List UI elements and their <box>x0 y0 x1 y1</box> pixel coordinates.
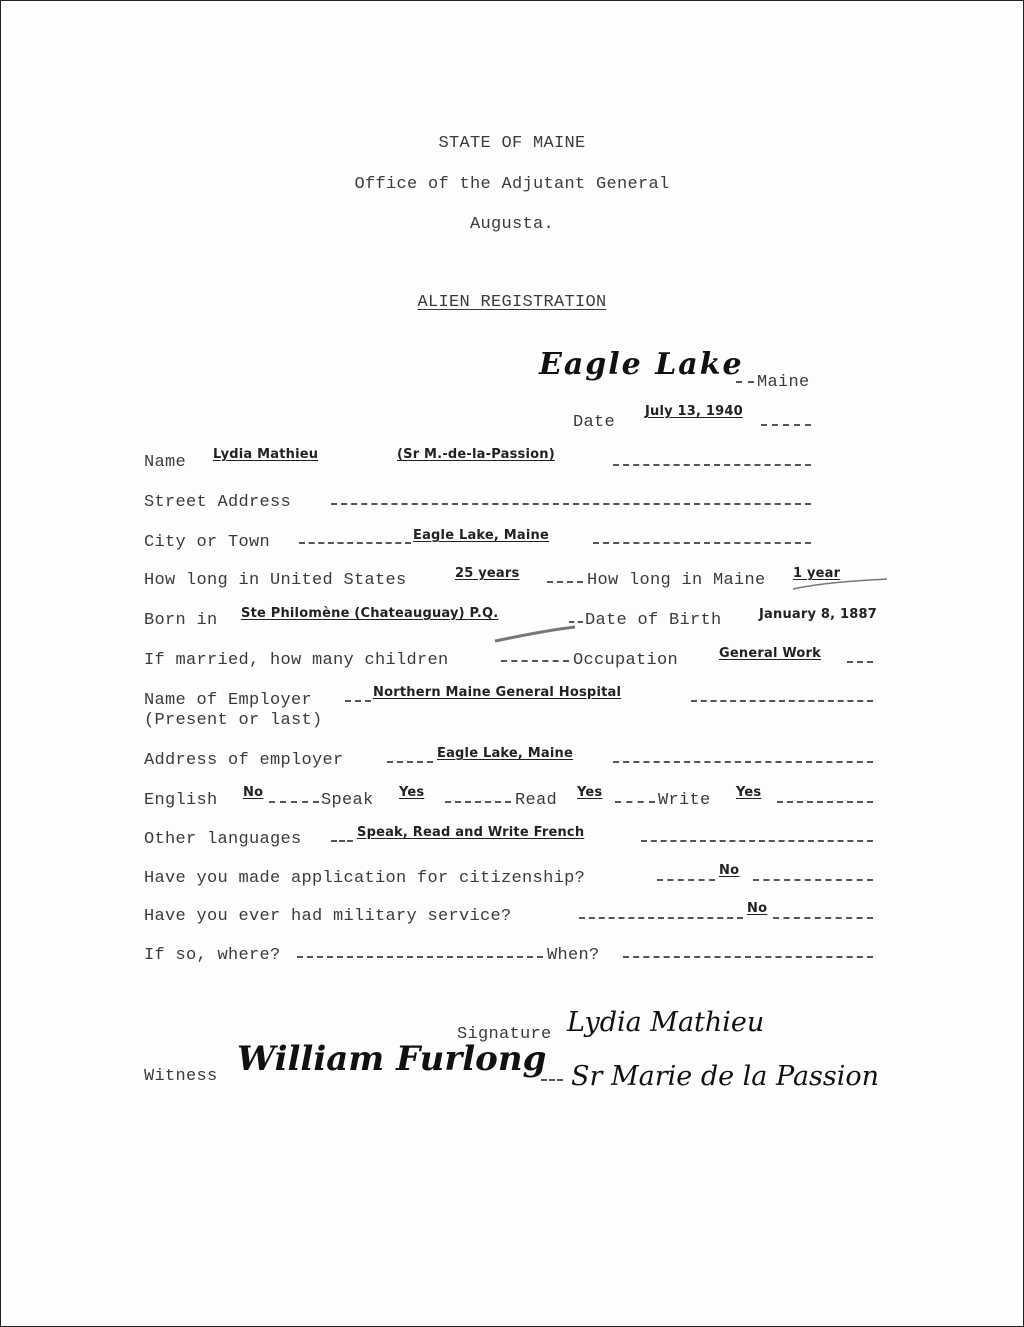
street-label: Street Address <box>144 493 292 512</box>
date-label: Date <box>573 413 616 432</box>
write-dash <box>777 801 873 803</box>
city-label: City or Town <box>144 533 271 552</box>
city-dash-left <box>299 542 411 544</box>
children-label: If married, how many children <box>144 651 449 670</box>
office-heading: Office of the Adjutant General <box>354 175 670 194</box>
state-heading: STATE OF MAINE <box>438 134 586 153</box>
employer-dash-right <box>691 700 873 702</box>
other-languages-dash-right <box>641 840 873 842</box>
pencil-underline-mark <box>791 577 891 597</box>
read-value: Yes <box>577 785 603 800</box>
english-value: No <box>243 785 264 800</box>
employer-value: Northern Maine General Hospital <box>373 685 622 700</box>
witness-signature: William Furlong <box>237 1039 547 1079</box>
when-label: When? <box>547 946 600 965</box>
employer-label: Name of Employer <box>144 691 313 710</box>
english-label: English <box>144 791 218 810</box>
employer-sublabel: (Present or last) <box>144 711 323 730</box>
witness-label: Witness <box>144 1067 218 1086</box>
children-dash <box>501 660 569 662</box>
town-dash <box>736 381 754 383</box>
date-value: July 13, 1940 <box>645 404 743 419</box>
signature-line1: Lydia Mathieu <box>567 1007 765 1038</box>
write-label: Write <box>658 791 711 810</box>
military-dash-right <box>773 917 873 919</box>
military-label: Have you ever had military service? <box>144 907 512 926</box>
signature-label: Signature <box>457 1025 552 1044</box>
birthplace-value: Ste Philomène (Chateauguay) P.Q. <box>241 606 499 621</box>
city-heading: Augusta. <box>469 215 554 234</box>
employer-address-dash-right <box>613 761 873 763</box>
us-duration-value: 25 years <box>455 566 520 581</box>
where-dash <box>297 956 543 958</box>
read-label: Read <box>515 791 558 810</box>
where-label: If so, where? <box>144 946 281 965</box>
street-dash <box>331 503 811 505</box>
other-languages-dash-left <box>331 840 353 842</box>
employer-dash-left <box>345 700 371 702</box>
when-dash <box>623 956 873 958</box>
occupation-label: Occupation <box>573 651 679 670</box>
dob-value: January 8, 1887 <box>759 607 877 622</box>
occupation-dash <box>847 661 873 663</box>
employer-address-value: Eagle Lake, Maine <box>437 746 574 761</box>
military-dash-left <box>579 917 743 919</box>
name-dash <box>613 464 811 466</box>
witness-dash <box>541 1079 563 1081</box>
state-label: Maine <box>757 373 810 392</box>
name-religious-value: (Sr M.-de-la-Passion) <box>397 447 555 462</box>
maine-duration-label: How long in Maine <box>587 571 766 590</box>
name-label: Name <box>144 453 187 472</box>
english-dash <box>269 801 319 803</box>
citizenship-value: No <box>719 863 740 878</box>
maine-duration-value: 1 year <box>793 566 841 581</box>
citizenship-label: Have you made application for citizenship? <box>144 869 586 888</box>
read-dash <box>615 801 655 803</box>
speak-label: Speak <box>321 791 374 810</box>
handwritten-town: Eagle Lake <box>539 347 744 382</box>
form-title: ALIEN REGISTRATION <box>417 293 607 312</box>
name-value: Lydia Mathieu <box>213 447 319 462</box>
city-value: Eagle Lake, Maine <box>413 528 550 543</box>
employer-address-dash-left <box>387 761 433 763</box>
dob-label: Date of Birth <box>585 611 722 630</box>
birthplace-label: Born in <box>144 611 218 630</box>
other-languages-label: Other languages <box>144 830 302 849</box>
speak-dash <box>445 801 511 803</box>
city-dash-right <box>593 542 811 544</box>
occupation-value: General Work <box>719 646 821 661</box>
other-languages-value: Speak, Read and Write French <box>357 825 585 840</box>
speak-value: Yes <box>399 785 425 800</box>
date-dash <box>761 424 811 426</box>
military-value: No <box>747 901 768 916</box>
pencil-check-mark <box>491 623 581 647</box>
signature-line2: Sr Marie de la Passion <box>571 1061 880 1092</box>
citizenship-dash-left <box>657 879 715 881</box>
employer-address-label: Address of employer <box>144 751 344 770</box>
citizenship-dash-right <box>753 879 873 881</box>
us-duration-label: How long in United States <box>144 571 407 590</box>
write-value: Yes <box>736 785 762 800</box>
us-duration-dash <box>547 581 583 583</box>
